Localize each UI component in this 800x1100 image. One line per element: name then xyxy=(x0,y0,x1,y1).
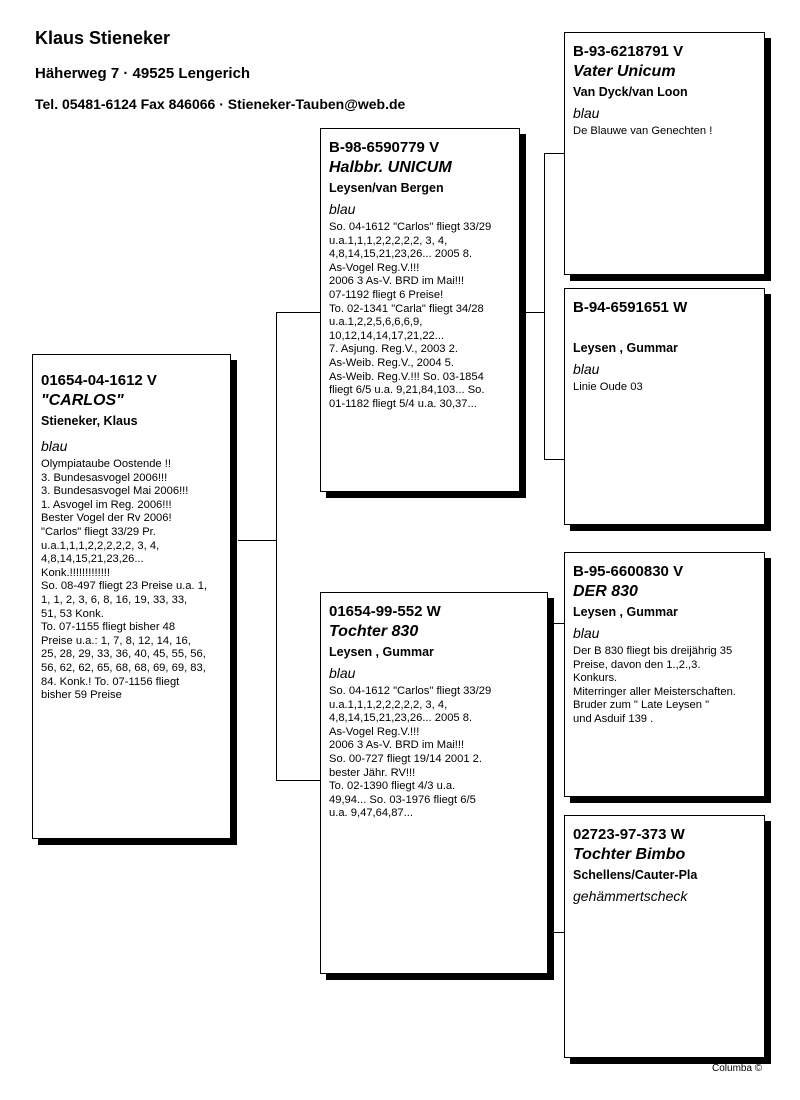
ring-number: B-94-6591651 W xyxy=(573,299,688,316)
note-line: Olympiataube Oostende !! xyxy=(41,458,171,470)
pigeon-name: Tochter 830 xyxy=(329,623,419,640)
note-line: "Carlos" fliegt 33/29 Pr. xyxy=(41,525,156,538)
note-line: Bester Vogel der Rv 2006! xyxy=(41,512,172,525)
note-line: u.a. 9,47,64,87... xyxy=(329,807,413,820)
plumage-color: blau xyxy=(573,625,600,641)
plumage-color: gehämmertscheck xyxy=(573,888,688,904)
plumage-color: blau xyxy=(329,665,356,681)
performance-notes xyxy=(573,381,756,395)
connector-line xyxy=(544,153,545,459)
connector-line xyxy=(276,312,320,313)
note-line: 1. Asvogel im Reg. 2006!!! xyxy=(41,498,172,511)
note-line: Der B 830 fliegt bis dreijährig 35 xyxy=(573,645,733,657)
performance-notes xyxy=(41,458,222,703)
note-line: 51, 53 Konk. xyxy=(41,607,104,620)
note-line: So. 04-1612 "Carlos" fliegt 33/29 xyxy=(329,221,492,233)
note-line: So. 04-1612 "Carlos" fliegt 33/29 xyxy=(329,685,492,697)
note-line: 25, 28, 29, 33, 36, 40, 45, 55, 56, xyxy=(41,648,206,661)
breeder-name: Schellens/Cauter-Pla xyxy=(573,868,698,882)
note-line: Preise u.a.: 1, 7, 8, 12, 14, 16, xyxy=(41,634,191,647)
plumage-color: blau xyxy=(573,361,600,377)
performance-notes xyxy=(573,125,756,139)
note-line: 2006 3 As-V. BRD im Mai!!! xyxy=(329,739,465,752)
note-line: Miterringer aller Meisterschaften. xyxy=(573,685,736,698)
note-line: To. 07-1155 fliegt bisher 48 xyxy=(41,621,176,634)
note-line: To. 02-1341 "Carla" fliegt 34/28 xyxy=(329,302,484,315)
pigeon-name: "CARLOS" xyxy=(41,392,124,409)
plumage-color: blau xyxy=(573,105,600,121)
note-line: 4,8,14,15,21,23,26... xyxy=(41,553,144,566)
plumage-color: blau xyxy=(41,438,68,454)
note-line: 4,8,14,15,21,23,26... 2005 8. xyxy=(329,712,473,725)
connector-line xyxy=(276,780,320,781)
note-line: und Asduif 139 . xyxy=(573,712,654,725)
note-line: u.a.1,1,1,2,2,2,2,2, 3, 4, xyxy=(41,539,160,552)
connector-line xyxy=(276,312,277,780)
mother-card xyxy=(320,592,548,974)
ring-number: 02723-97-373 W xyxy=(573,826,685,843)
breeder-name: Stieneker, Klaus xyxy=(41,414,138,428)
breeder-name: Leysen , Gummar xyxy=(573,605,678,619)
breeder-name: Van Dyck/van Loon xyxy=(573,85,688,99)
note-line: Preise, davon den 1.,2.,3. xyxy=(573,658,701,671)
note-line: fliegt 6/5 u.a. 9,21,84,103... So. xyxy=(329,384,485,397)
note-line: Konkurs. xyxy=(573,672,618,685)
pigeon-name xyxy=(573,319,756,337)
note-line: Linie Oude 03 xyxy=(573,381,643,393)
ring-number: B-93-6218791 V xyxy=(573,43,684,60)
note-line: So. 08-497 fliegt 23 Preise u.a. 1, xyxy=(41,580,208,593)
breeder-name: Leysen , Gummar xyxy=(329,645,434,659)
performance-notes xyxy=(573,645,756,727)
note-line: 01-1182 fliegt 5/4 u.a. 30,37... xyxy=(329,397,477,410)
note-line: 2006 3 As-V. BRD im Mai!!! xyxy=(329,275,465,288)
note-line: Bruder zum " Late Leysen " xyxy=(573,699,710,712)
maternal-grandmother-card xyxy=(564,815,765,1058)
note-line: 4,8,14,15,21,23,26... 2005 8. xyxy=(329,248,473,261)
note-line: bisher 59 Preise xyxy=(41,689,122,702)
note-line: u.a.1,2,2,5,6,6,6,9, xyxy=(329,316,423,329)
note-line: As-Vogel Reg.V.!!! xyxy=(329,261,420,274)
footer-credit: Columba © xyxy=(712,1063,763,1074)
ring-number: B-95-6600830 V xyxy=(573,563,684,580)
ring-number: B-98-6590779 V xyxy=(329,139,440,156)
note-line: 1, 1, 2, 3, 6, 8, 16, 19, 33, 33, xyxy=(41,593,188,606)
ring-number: 01654-04-1612 V xyxy=(41,372,157,389)
note-line: Konk.!!!!!!!!!!!!! xyxy=(41,566,111,579)
father-card xyxy=(320,128,520,492)
maternal-grandfather-card xyxy=(564,552,765,797)
note-line: 3. Bundesasvogel 2006!!! xyxy=(41,471,168,484)
connector-line xyxy=(544,153,564,154)
performance-notes xyxy=(329,685,539,821)
note-line: So. 00-727 fliegt 19/14 2001 2. xyxy=(329,752,483,765)
note-line: As-Weib. Reg.V., 2004 5. xyxy=(329,356,455,369)
note-line: bester Jähr. RV!!! xyxy=(329,766,416,779)
note-line: 56, 62, 62, 65, 68, 68, 69, 69, 83, xyxy=(41,661,206,674)
paternal-grandmother-card xyxy=(564,288,765,525)
ring-number: 01654-99-552 W xyxy=(329,603,441,620)
owner-address: Häherweg 7 · 49525 Lengerich xyxy=(35,65,251,82)
note-line: 10,12,14,14,17,21,22... xyxy=(329,329,445,342)
connector-line xyxy=(238,540,276,541)
connector-line xyxy=(544,459,564,460)
pigeon-name: Vater Unicum xyxy=(573,63,676,80)
paternal-grandfather-card xyxy=(564,32,765,275)
owner-contact: Tel. 05481-6124 Fax 846066 · Stieneker-Tauben@web.de xyxy=(35,96,406,112)
connector-line xyxy=(525,312,544,313)
note-line: 7. Asjung. Reg.V., 2003 2. xyxy=(329,343,458,356)
note-line: u.a.1,1,1,2,2,2,2,2, 3, 4, xyxy=(329,234,448,247)
note-line: 84. Konk.! To. 07-1156 fliegt xyxy=(41,675,180,688)
plumage-color: blau xyxy=(329,201,356,217)
note-line: 49,94... So. 03-1976 fliegt 6/5 xyxy=(329,793,476,806)
note-line: De Blauwe van Genechten ! xyxy=(573,125,713,137)
pigeon-name: Halbbr. UNICUM xyxy=(329,159,452,176)
pigeon-name: Tochter Bimbo xyxy=(573,846,686,863)
note-line: As-Vogel Reg.V.!!! xyxy=(329,725,420,738)
owner-name: Klaus Stieneker xyxy=(35,28,171,48)
note-line: As-Weib. Reg.V.!!! So. 03-1854 xyxy=(329,370,484,383)
breeder-name: Leysen , Gummar xyxy=(573,341,678,355)
note-line: 3. Bundesasvogel Mai 2006!!! xyxy=(41,485,189,498)
breeder-name: Leysen/van Bergen xyxy=(329,181,444,195)
note-line: 07-1192 fliegt 6 Preise! xyxy=(329,288,444,301)
note-line: To. 02-1390 fliegt 4/3 u.a. xyxy=(329,780,456,793)
pigeon-name: DER 830 xyxy=(573,583,638,600)
note-line: u.a.1,1,1,2,2,2,2,2, 3, 4, xyxy=(329,698,448,711)
performance-notes xyxy=(329,221,511,411)
subject-pigeon-card xyxy=(32,354,231,839)
